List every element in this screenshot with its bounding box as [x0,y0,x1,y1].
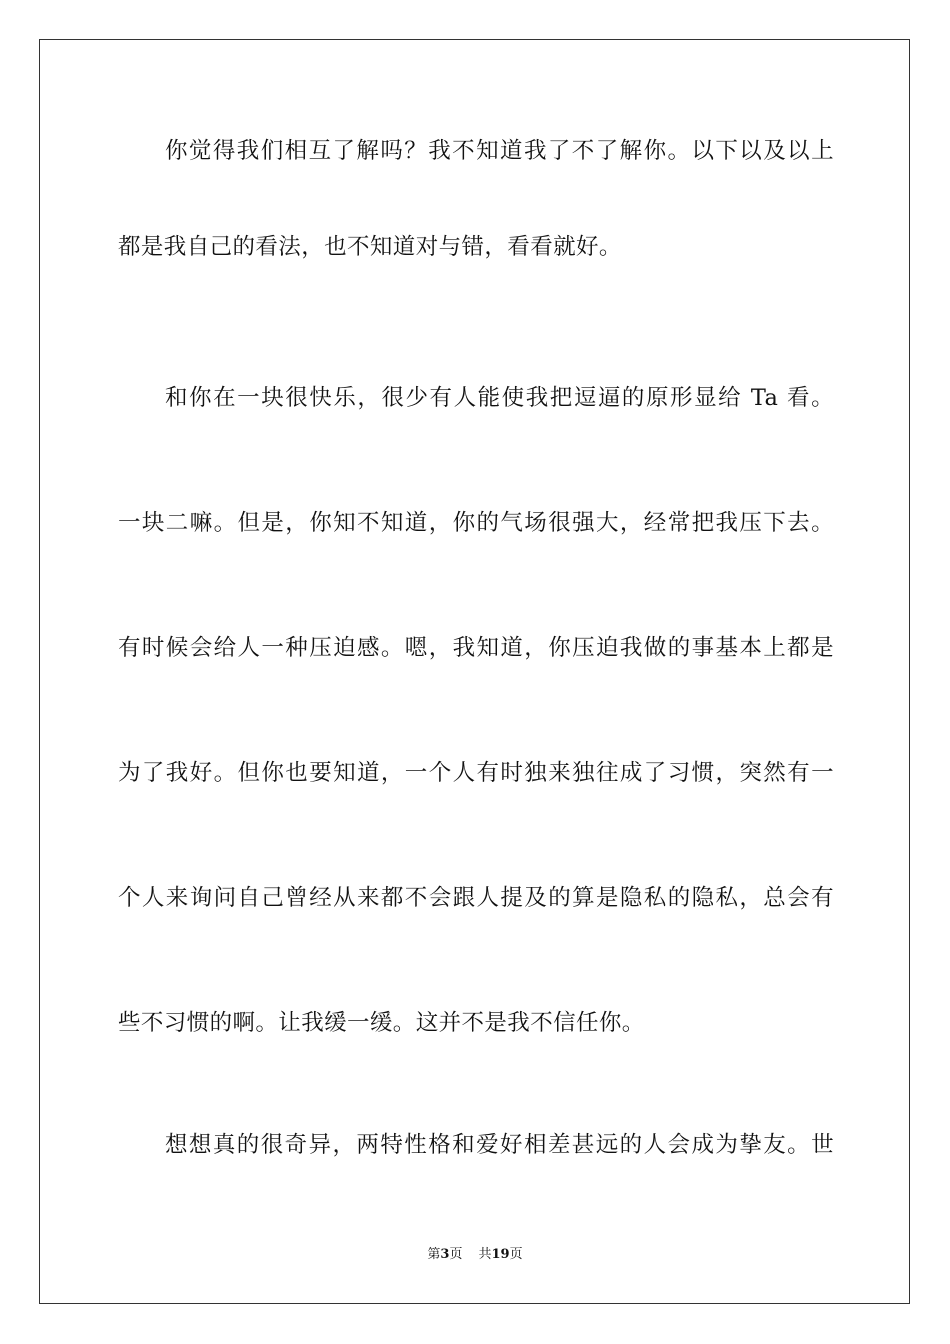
paragraph-2-line-1: 和你在一块很快乐，很少有人能使我把逗逼的原形显给 Ta 看。 [165,385,834,411]
page-border [39,39,910,1304]
page-number: 3 [440,1247,450,1262]
paragraph-2-line-6: 些不习惯的啊。让我缓一缓。这并不是我不信任你。 [118,1010,645,1036]
paragraph-2-line-2: 一块二嘛。但是，你知不知道，你的气场很强大，经常把我压下去。 [118,510,834,536]
paragraph-2-line-4: 为了我好。但你也要知道，一个人有时独来独往成了习惯，突然有一 [118,760,834,786]
paragraph-3-line-1: 想想真的很奇异，两特性格和爱好相差甚远的人会成为挚友。世 [165,1132,834,1158]
total-pages: 19 [491,1247,510,1262]
paragraph-2-line-5: 个人来询问自己曾经从来都不会跟人提及的算是隐私的隐私，总会有 [118,885,834,911]
page-suffix: 页 [449,1247,463,1262]
paragraph-1-line-1: 你觉得我们相互了解吗？我不知道我了不了解你。以下以及以上 [165,138,834,164]
page-footer [0,1247,950,1263]
page-prefix: 第 [427,1247,441,1262]
paragraph-1-line-2: 都是我自己的看法，也不知道对与错，看看就好。 [118,234,622,260]
total-prefix: 共 [478,1247,492,1262]
paragraph-2-line-3: 有时候会给人一种压迫感。嗯，我知道，你压迫我做的事基本上都是 [118,635,834,661]
total-suffix: 页 [509,1247,523,1262]
